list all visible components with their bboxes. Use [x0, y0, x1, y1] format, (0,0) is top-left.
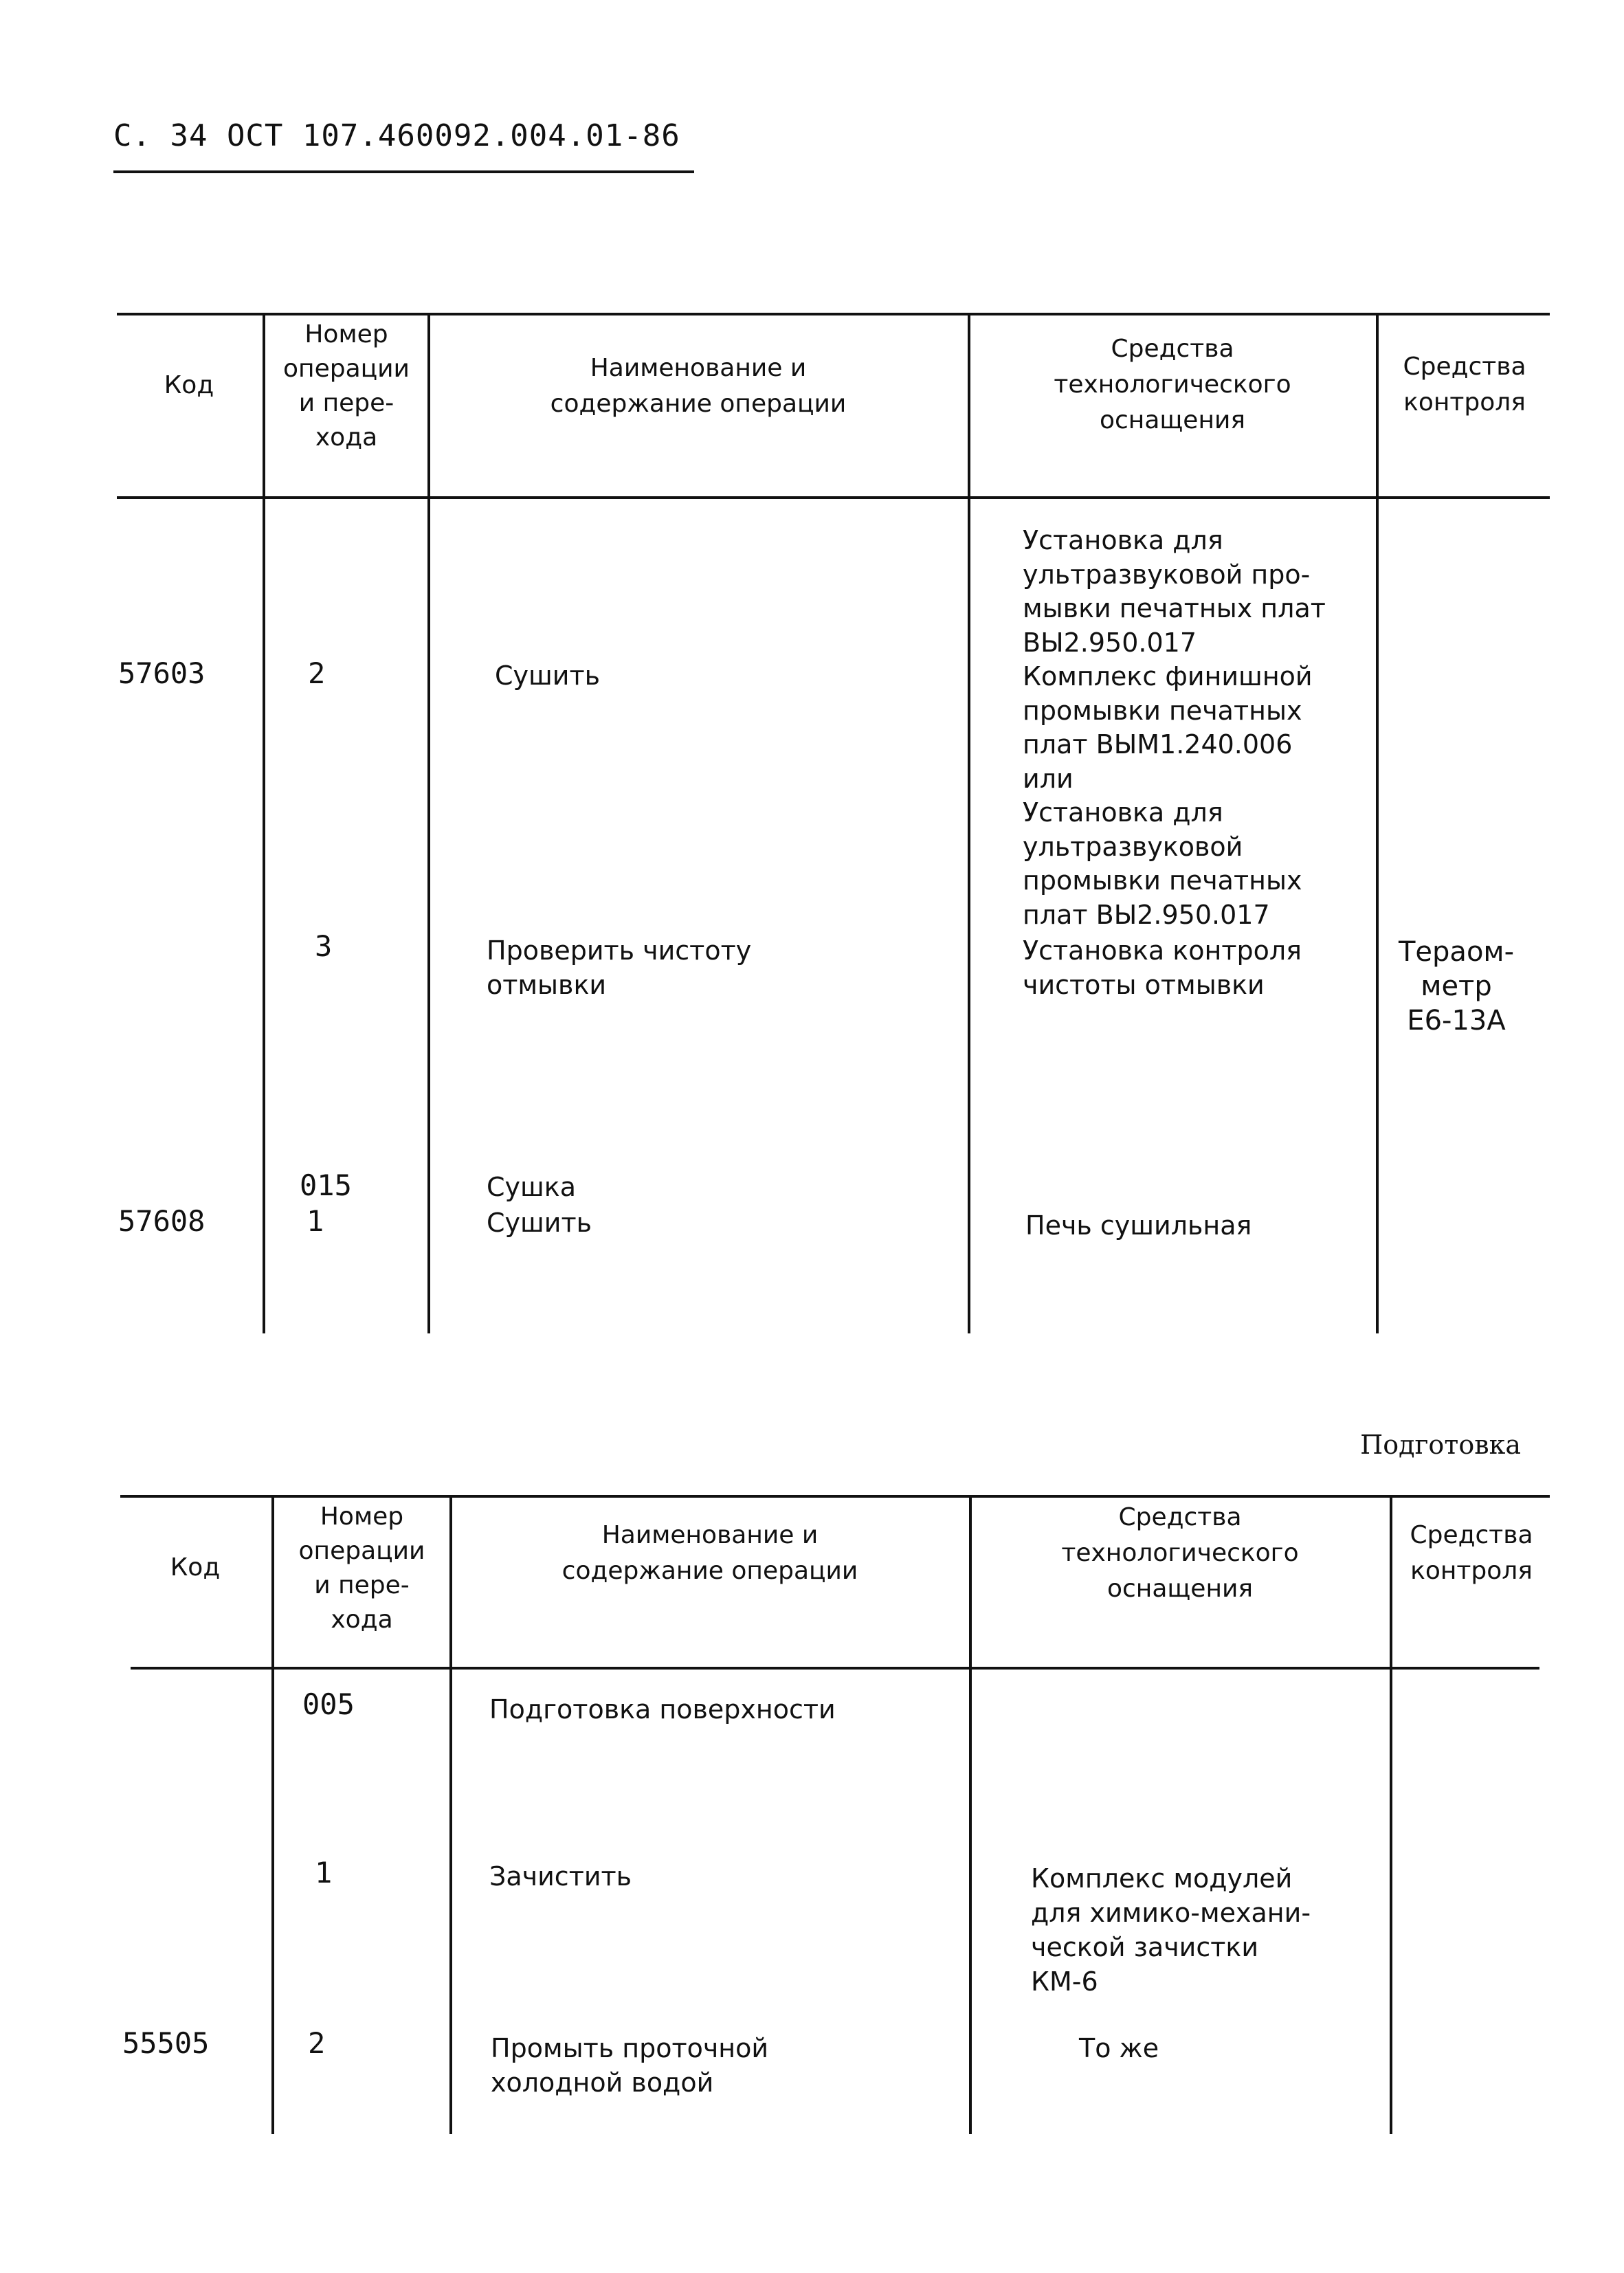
- row-name: Сушить: [487, 1208, 592, 1238]
- row-name: Подготовка поверхности: [489, 1694, 836, 1725]
- row-code: 55505: [122, 2026, 210, 2060]
- column-header-number: Номер операции и пере- хода: [283, 320, 410, 452]
- table-2-header-border: [131, 1667, 1539, 1670]
- row-number: 2: [308, 2026, 326, 2060]
- column-header-control: Средства контроля: [1410, 1521, 1533, 1585]
- row-name: Зачистить: [489, 1861, 632, 1892]
- row-number: 005: [302, 1687, 355, 1721]
- row-number: 015: [300, 1168, 352, 1202]
- table-1-col-divider: [427, 313, 430, 1333]
- row-equipment: Установка контроля чистоты отмывки: [1023, 935, 1302, 1000]
- row-equipment: Комплекс модулей для химико-механи- ческой зачистки КМ-6: [1031, 1863, 1311, 1997]
- table-1-col-divider: [1376, 313, 1379, 1333]
- row-number: 2: [308, 656, 326, 690]
- row-number: 3: [315, 929, 333, 963]
- column-header-number: Номер операции и пере- хода: [298, 1503, 425, 1634]
- column-header-code: Код: [170, 1553, 221, 1582]
- row-code: 57603: [118, 656, 205, 690]
- row-equipment: Установка для ультразвуковой про- мывки печатных плат ВЫ2.950.017 Комплекс финишной промывки печатных плат ВЫМ1.240.006 или Установка для ультразвуковой промывки печатных плат ВЫ2.950.017: [1023, 525, 1326, 930]
- row-name: Сушка: [487, 1172, 577, 1202]
- table-2-top-border: [120, 1495, 1550, 1498]
- row-equipment: То же: [1079, 2033, 1159, 2063]
- table-1-top-border: [117, 313, 1550, 315]
- row-number: 1: [307, 1204, 324, 1238]
- column-header-name: Наименование и содержание операции: [550, 354, 847, 418]
- row-equipment: Печь сушильная: [1025, 1210, 1252, 1241]
- row-name: Промыть проточной холодной водой: [491, 2033, 769, 2098]
- table-2-col-divider: [1390, 1495, 1392, 2134]
- row-control: Тераом- метр Е6-13А: [1399, 936, 1515, 1036]
- row-number: 1: [315, 1856, 333, 1889]
- table-1-col-divider: [263, 313, 265, 1333]
- row-name: Сушить: [495, 661, 601, 691]
- table-1-header-border: [117, 496, 1550, 499]
- column-header-equipment: Средства технологического оснащения: [1054, 335, 1291, 434]
- table-2-col-divider: [449, 1495, 452, 2134]
- header-rule: [113, 170, 694, 173]
- column-header-code: Код: [164, 371, 214, 399]
- row-code: 57608: [118, 1204, 205, 1238]
- section-title: Подготовка: [1360, 1430, 1521, 1460]
- column-header-name: Наименование и содержание операции: [561, 1521, 858, 1585]
- table-1-col-divider: [968, 313, 970, 1333]
- column-header-control: Средства контроля: [1403, 353, 1526, 417]
- page-header: С. 34 ОСТ 107.460092.004.01-86: [113, 118, 680, 153]
- row-name: Проверить чистоту отмывки: [487, 935, 752, 1000]
- column-header-equipment: Средства технологического оснащения: [1061, 1503, 1299, 1603]
